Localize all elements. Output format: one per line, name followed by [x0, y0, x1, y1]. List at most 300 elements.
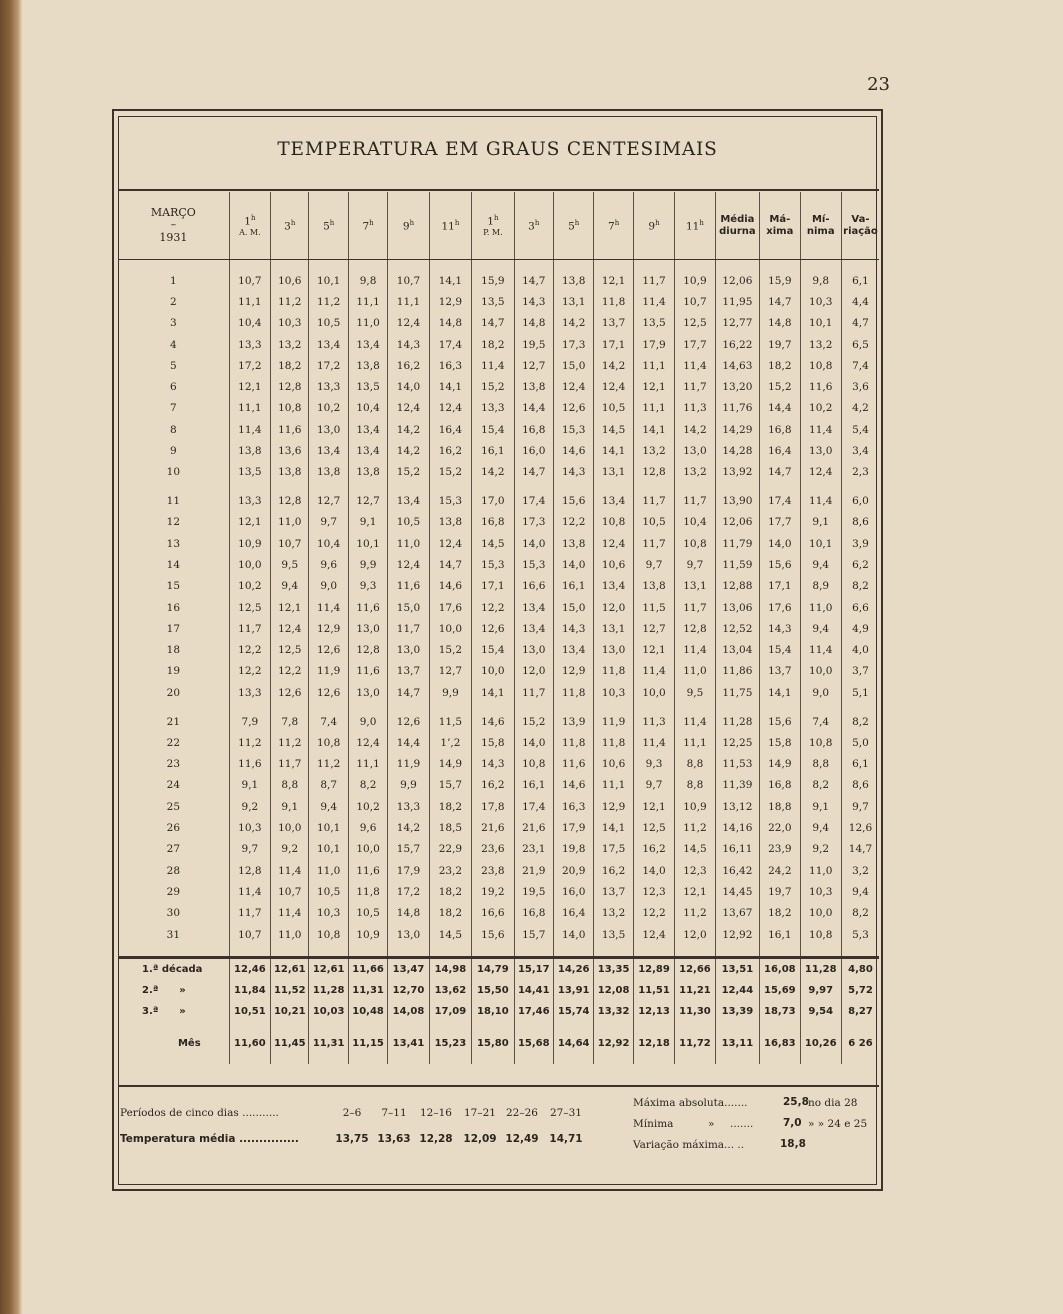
- decade-value: 13,32: [594, 1001, 633, 1022]
- temperature-cell: 5,0: [841, 732, 879, 753]
- temperature-cell: 14,7: [760, 291, 800, 312]
- day-number: 28: [166, 864, 181, 877]
- temperature-cell: 13,1: [594, 618, 633, 639]
- month-total-value: 6 26: [841, 1033, 879, 1054]
- variation-header-line2: riação: [843, 225, 878, 237]
- temperature-cell: 11,7: [633, 270, 674, 291]
- temperature-cell: 13,4: [388, 490, 429, 511]
- decade-value: 18,10: [472, 1001, 514, 1022]
- day-row: [118, 903, 879, 924]
- temperature-cell: 9,7: [841, 796, 879, 817]
- temperature-cell: 13,20: [715, 376, 759, 397]
- hour-header: [271, 192, 309, 259]
- temperature-cell: 9,1: [348, 512, 387, 533]
- hour-mark: h: [290, 218, 296, 227]
- spacer-cell: [429, 1054, 471, 1065]
- spacer-cell: [553, 1022, 593, 1033]
- decade-value: 10,48: [348, 1001, 387, 1022]
- temperature-cell: 15,6: [472, 924, 514, 945]
- spacer-row: [118, 703, 879, 711]
- temperature-cell: 11,1: [633, 398, 674, 419]
- spacer-cell: [472, 1022, 514, 1033]
- temperature-cell: 10,2: [800, 398, 841, 419]
- temperature-cell: 8,8: [675, 754, 715, 775]
- temperature-cell: 11,3: [675, 398, 715, 419]
- spacer-cell: [594, 259, 633, 270]
- temperature-cell: 14,28: [715, 440, 759, 461]
- day-row: [118, 618, 879, 639]
- temperature-cell: 13,8: [348, 355, 387, 376]
- hour-header: [229, 192, 270, 259]
- temperature-cell: 14,6: [553, 775, 593, 796]
- temperature-cell: 14,7: [514, 270, 553, 291]
- temperature-cell: 15,4: [760, 640, 800, 661]
- hour-mark: h: [329, 218, 335, 227]
- spacer-cell: [348, 483, 387, 491]
- period-range: 17–21: [464, 1107, 496, 1119]
- temperature-cell: 14,7: [760, 462, 800, 483]
- temperature-cell: 14,7: [472, 313, 514, 334]
- decade-value: 11,84: [229, 980, 270, 1001]
- spacer-cell: [594, 483, 633, 491]
- temperature-cell: 9,4: [309, 796, 348, 817]
- spacer-cell: [229, 945, 270, 958]
- temperature-cell: 11,4: [229, 881, 270, 902]
- min-label: Mínima: [633, 1118, 674, 1130]
- temperature-cell: 13,5: [633, 313, 674, 334]
- spacer-cell: [118, 945, 229, 958]
- temperature-cell: 11,4: [271, 903, 309, 924]
- temperature-cell: 14,3: [553, 462, 593, 483]
- temperature-cell: 14,5: [429, 924, 471, 945]
- temperature-cell: 12,4: [348, 732, 387, 753]
- temperature-cell: 10,0: [348, 839, 387, 860]
- temperature-cell: 12,7: [633, 618, 674, 639]
- day-number: 21: [166, 715, 181, 728]
- temperature-cell: 13,0: [800, 440, 841, 461]
- temperature-cell: 13,3: [229, 334, 270, 355]
- temperature-cell: 12,6: [553, 398, 593, 419]
- hour-mark: h: [655, 218, 660, 227]
- temperature-cell: 11,7: [675, 490, 715, 511]
- temperature-cell: 12,0: [514, 661, 553, 682]
- spacer-cell: [553, 259, 593, 270]
- temperature-cell: 11,4: [472, 355, 514, 376]
- temperature-cell: 10,3: [800, 291, 841, 312]
- spacer-cell: [429, 945, 471, 958]
- day-number: 3: [169, 317, 177, 330]
- temperature-cell: 6,2: [841, 554, 879, 575]
- temperature-cell: 15,3: [514, 554, 553, 575]
- temperature-cell: 16,1: [514, 775, 553, 796]
- hour-value: 1: [244, 215, 251, 228]
- temperature-cell: 12,5: [675, 313, 715, 334]
- temperature-cell: 13,7: [594, 881, 633, 902]
- spacer-cell: [841, 483, 879, 491]
- day-number: 9: [169, 445, 177, 458]
- temperature-cell: 10,9: [229, 533, 270, 554]
- temperature-cell: 11,5: [633, 597, 674, 618]
- month-total-value: 12,92: [594, 1033, 633, 1054]
- temperature-cell: 12,7: [429, 661, 471, 682]
- spacer-cell: [271, 259, 309, 270]
- temperature-cell: 13,0: [594, 640, 633, 661]
- temperature-cell: 14,6: [553, 440, 593, 461]
- spacer-cell: [472, 483, 514, 491]
- temperature-cell: 10,1: [348, 533, 387, 554]
- temperature-cell: 11,2: [271, 291, 309, 312]
- temperature-cell: 12,1: [633, 796, 674, 817]
- temperature-cell: 10,6: [594, 754, 633, 775]
- decade-value: 8,27: [841, 1001, 879, 1022]
- temperature-cell: 10,0: [271, 817, 309, 838]
- temperature-cell: 15,8: [760, 732, 800, 753]
- temperature-cell: 11,1: [633, 355, 674, 376]
- temperature-cell: 13,90: [715, 490, 759, 511]
- spacer-cell: [715, 1022, 759, 1033]
- temperature-cell: 11,0: [388, 533, 429, 554]
- spacer-cell: [309, 259, 348, 270]
- decade-value: 11,66: [348, 959, 387, 980]
- min-dots: .......: [730, 1118, 754, 1130]
- temperature-cell: 19,5: [514, 881, 553, 902]
- decade-value: 11,30: [675, 1001, 715, 1022]
- spacer-row: [118, 1022, 879, 1033]
- min-ditto: »: [708, 1118, 715, 1130]
- temperature-cell: 10,5: [309, 881, 348, 902]
- temperature-cell: 11,1: [229, 291, 270, 312]
- temperature-cell: 11,6: [348, 860, 387, 881]
- temperature-cell: 14,1: [429, 376, 471, 397]
- day-number: 14: [166, 559, 181, 571]
- month-total-value: 11,31: [309, 1033, 348, 1054]
- hour-period: P. M.: [483, 227, 503, 237]
- month-name: MARÇO: [150, 205, 196, 219]
- temperature-cell: 14,1: [429, 270, 471, 291]
- temperature-cell: 10,8: [514, 754, 553, 775]
- temperature-cell: 13,4: [309, 440, 348, 461]
- temperature-cell: 17,1: [472, 576, 514, 597]
- spacer-cell: [594, 945, 633, 958]
- temperature-cell: 12,2: [553, 512, 593, 533]
- temperature-cell: 11,0: [800, 597, 841, 618]
- temperature-cell: 6,0: [841, 490, 879, 511]
- temperature-cell: 10,8: [594, 512, 633, 533]
- temperature-cell: 8,6: [841, 512, 879, 533]
- hour-mark: h: [454, 218, 460, 227]
- temperature-cell: 12,1: [229, 376, 270, 397]
- temperature-cell: 12,4: [388, 313, 429, 334]
- day-number: 15: [166, 580, 181, 593]
- temperature-cell: 11,76: [715, 398, 759, 419]
- temperature-cell: 13,0: [388, 924, 429, 945]
- temperature-cell: 18,2: [271, 355, 309, 376]
- temperature-cell: 9,4: [841, 881, 879, 902]
- temperature-cell: 9,9: [348, 554, 387, 575]
- temperature-cell: 13,4: [594, 576, 633, 597]
- spacer-cell: [715, 483, 759, 491]
- day-number: 8: [169, 423, 177, 436]
- decade-value: 12,44: [715, 980, 759, 1001]
- temperature-cell: 13,4: [309, 334, 348, 355]
- temperature-cell: 14,45: [715, 881, 759, 902]
- min-header: [800, 192, 841, 259]
- temperature-cell: 9,2: [229, 796, 270, 817]
- temperature-cell: 18,2: [760, 903, 800, 924]
- temperature-cell: 17,9: [553, 817, 593, 838]
- temperature-cell: 11,4: [633, 732, 674, 753]
- decade-value: 14,98: [429, 959, 471, 980]
- day-number: 1: [169, 274, 177, 287]
- temperature-cell: 13,4: [514, 618, 553, 639]
- temperature-cell: 4,7: [841, 313, 879, 334]
- temperature-cell: 12,3: [675, 860, 715, 881]
- temperature-cell: 21,9: [514, 860, 553, 881]
- temperature-cell: 11,9: [388, 754, 429, 775]
- temperature-cell: 11,95: [715, 291, 759, 312]
- temperature-cell: 10,2: [348, 796, 387, 817]
- temperature-cell: 20,9: [553, 860, 593, 881]
- temperature-cell: 11,0: [348, 313, 387, 334]
- temperature-cell: 10,9: [675, 796, 715, 817]
- temperature-cell: 13,2: [594, 903, 633, 924]
- spacer-row: [118, 259, 879, 270]
- spacer-cell: [514, 1022, 553, 1033]
- month-total-value: 10,26: [800, 1033, 841, 1054]
- temperature-cell: 9,5: [675, 682, 715, 703]
- temperature-cell: 12,4: [429, 533, 471, 554]
- temperature-cell: 17,4: [760, 490, 800, 511]
- decade-value: 13,51: [715, 959, 759, 980]
- temperature-cell: 14,2: [553, 313, 593, 334]
- hour-mark: h: [614, 218, 620, 227]
- temperature-cell: 16,42: [715, 860, 759, 881]
- temperature-cell: 12,4: [594, 533, 633, 554]
- spacer-cell: [800, 703, 841, 711]
- temperature-cell: 8,6: [841, 775, 879, 796]
- temperature-cell: 9,3: [348, 576, 387, 597]
- temperature-cell: 11,4: [309, 597, 348, 618]
- month-total-value: 16,83: [760, 1033, 800, 1054]
- day-row: [118, 817, 879, 838]
- temperature-cell: 3,4: [841, 440, 879, 461]
- hour-mark: h: [250, 214, 256, 223]
- decade-value: 12,13: [633, 1001, 674, 1022]
- spacer-cell: [760, 259, 800, 270]
- temperature-cell: 8,8: [675, 775, 715, 796]
- temperature-cell: 7,9: [229, 711, 270, 732]
- decade-value: 15,74: [553, 1001, 593, 1022]
- temperature-cell: 23,2: [429, 860, 471, 881]
- day-row: [118, 355, 879, 376]
- temperature-cell: 12,4: [553, 376, 593, 397]
- month-total-label: Mês: [177, 1037, 201, 1049]
- temperature-cell: 10,3: [594, 682, 633, 703]
- temperature-cell: 8,2: [348, 775, 387, 796]
- max-header-line2: xima: [766, 225, 794, 237]
- decade-value: 12,70: [388, 980, 429, 1001]
- spacer-cell: [271, 703, 309, 711]
- temperature-cell: 16,4: [553, 903, 593, 924]
- decade-value: 13,91: [553, 980, 593, 1001]
- temperature-cell: 15,2: [388, 462, 429, 483]
- temperature-cell: 16,6: [514, 576, 553, 597]
- temperature-cell: 5,3: [841, 924, 879, 945]
- month-total-value: 15,68: [514, 1033, 553, 1054]
- hour-value: 11: [686, 220, 700, 233]
- hour-header: [633, 192, 674, 259]
- temperature-cell: 9,4: [271, 576, 309, 597]
- temperature-cell: 17,2: [229, 355, 270, 376]
- temperature-cell: 12,4: [594, 376, 633, 397]
- book-spine: [0, 0, 22, 1314]
- spacer-cell: [472, 703, 514, 711]
- spacer-cell: [229, 483, 270, 491]
- temperature-cell: 10,8: [675, 533, 715, 554]
- temperature-cell: 14,5: [472, 533, 514, 554]
- temperature-cell: 10,8: [309, 924, 348, 945]
- spacer-cell: [514, 1054, 553, 1065]
- temperature-cell: 13,5: [348, 376, 387, 397]
- temperature-cell: 10,7: [229, 924, 270, 945]
- temperature-cell: 9,9: [388, 775, 429, 796]
- temperature-cell: 17,5: [594, 839, 633, 860]
- temperature-cell: 12,0: [594, 597, 633, 618]
- temperature-cell: 13,7: [760, 661, 800, 682]
- temperature-cell: 12,6: [309, 682, 348, 703]
- spacer-cell: [271, 483, 309, 491]
- spacer-cell: [472, 1054, 514, 1065]
- temperature-cell: 11,2: [271, 732, 309, 753]
- temperature-cell: 10,1: [309, 839, 348, 860]
- temperature-cell: 13,3: [229, 682, 270, 703]
- temperature-cell: 12,8: [229, 860, 270, 881]
- decade-value: 5,72: [841, 980, 879, 1001]
- temperature-cell: 15,2: [429, 640, 471, 661]
- temperature-cell: 17,9: [633, 334, 674, 355]
- temperature-cell: 12,9: [553, 661, 593, 682]
- temperature-cell: 13,8: [553, 533, 593, 554]
- hour-value: 7: [362, 220, 370, 233]
- temperature-cell: 19,8: [553, 839, 593, 860]
- temperature-cell: 14,3: [553, 618, 593, 639]
- decade-value: 14,79: [472, 959, 514, 980]
- temperature-cell: 11,59: [715, 554, 759, 575]
- decade-value: 13,39: [715, 1001, 759, 1022]
- temperature-cell: 15,9: [760, 270, 800, 291]
- temperature-cell: 9,1: [229, 775, 270, 796]
- temperature-cell: 6,1: [841, 754, 879, 775]
- decade-value: 13,47: [388, 959, 429, 980]
- temperature-cell: 9,4: [800, 554, 841, 575]
- temperature-cell: 10,6: [594, 554, 633, 575]
- temperature-cell: 13,4: [594, 490, 633, 511]
- spacer-cell: [309, 1054, 348, 1065]
- temperature-cell: 14,3: [514, 291, 553, 312]
- periods-label: Períodos de cinco dias ...........: [120, 1107, 279, 1119]
- temperature-cell: 12,4: [388, 398, 429, 419]
- temperature-cell: 6,6: [841, 597, 879, 618]
- period-range: 22–26: [506, 1107, 538, 1119]
- temperature-cell: 1’,2: [429, 732, 471, 753]
- temperature-cell: 16,4: [760, 440, 800, 461]
- temperature-cell: 12,1: [633, 376, 674, 397]
- spacer-cell: [594, 1022, 633, 1033]
- temperature-cell: 10,7: [271, 881, 309, 902]
- min-note: » » 24 e 25: [808, 1118, 868, 1130]
- decade-value: 12,89: [633, 959, 674, 980]
- day-number: 20: [166, 686, 181, 699]
- temperature-cell: 17,1: [760, 576, 800, 597]
- temperature-cell: 13,4: [348, 334, 387, 355]
- temperature-cell: 11,2: [309, 291, 348, 312]
- hour-header: [514, 192, 553, 259]
- spacer-cell: [841, 703, 879, 711]
- temperature-cell: 12,4: [388, 554, 429, 575]
- spacer-cell: [675, 703, 715, 711]
- temperature-cell: 11,4: [229, 419, 270, 440]
- temperature-cell: 12,7: [514, 355, 553, 376]
- temperature-cell: 23,6: [472, 839, 514, 860]
- spacer-cell: [514, 259, 553, 270]
- temperature-cell: 9,4: [800, 817, 841, 838]
- month-header: [118, 192, 229, 259]
- temperature-cell: 13,0: [388, 640, 429, 661]
- temperature-cell: 4,9: [841, 618, 879, 639]
- temperature-cell: 10,0: [800, 661, 841, 682]
- temperature-table: [118, 192, 879, 1064]
- temperature-cell: 14,4: [388, 732, 429, 753]
- temperature-cell: 11,75: [715, 682, 759, 703]
- spacer-cell: [675, 1054, 715, 1065]
- temperature-cell: 11,39: [715, 775, 759, 796]
- spacer-cell: [309, 945, 348, 958]
- hour-mark: h: [493, 214, 499, 223]
- temperature-cell: 9,2: [800, 839, 841, 860]
- temperature-cell: 11,4: [675, 711, 715, 732]
- temperature-cell: 13,2: [271, 334, 309, 355]
- spacer-cell: [514, 703, 553, 711]
- day-number: 24: [166, 779, 181, 792]
- temperature-cell: 9,7: [309, 512, 348, 533]
- temperature-cell: 15,9: [472, 270, 514, 291]
- temperature-cell: 17,2: [309, 355, 348, 376]
- temperature-cell: 11,8: [594, 291, 633, 312]
- temperature-cell: 10,0: [229, 554, 270, 575]
- temperature-cell: 7,4: [841, 355, 879, 376]
- spacer-cell: [309, 483, 348, 491]
- temperature-cell: 11,7: [633, 533, 674, 554]
- spacer-cell: [715, 1054, 759, 1065]
- spacer-cell: [675, 1022, 715, 1033]
- spacer-cell: [271, 1022, 309, 1033]
- temperature-cell: 12,8: [271, 376, 309, 397]
- day-row: [118, 440, 879, 461]
- spacer-row: [118, 483, 879, 491]
- spacer-cell: [388, 945, 429, 958]
- period-range: 27–31: [550, 1107, 582, 1119]
- hour-value: 9: [648, 220, 656, 233]
- temperature-cell: 12,1: [633, 640, 674, 661]
- temperature-cell: 10,8: [800, 732, 841, 753]
- header-row: [118, 192, 879, 259]
- temperature-cell: 13,4: [514, 597, 553, 618]
- decade-value: 12,61: [271, 959, 309, 980]
- hour-value: 3: [284, 220, 291, 233]
- temperature-cell: 21,6: [472, 817, 514, 838]
- temperature-cell: 13,06: [715, 597, 759, 618]
- temperature-cell: 14,29: [715, 419, 759, 440]
